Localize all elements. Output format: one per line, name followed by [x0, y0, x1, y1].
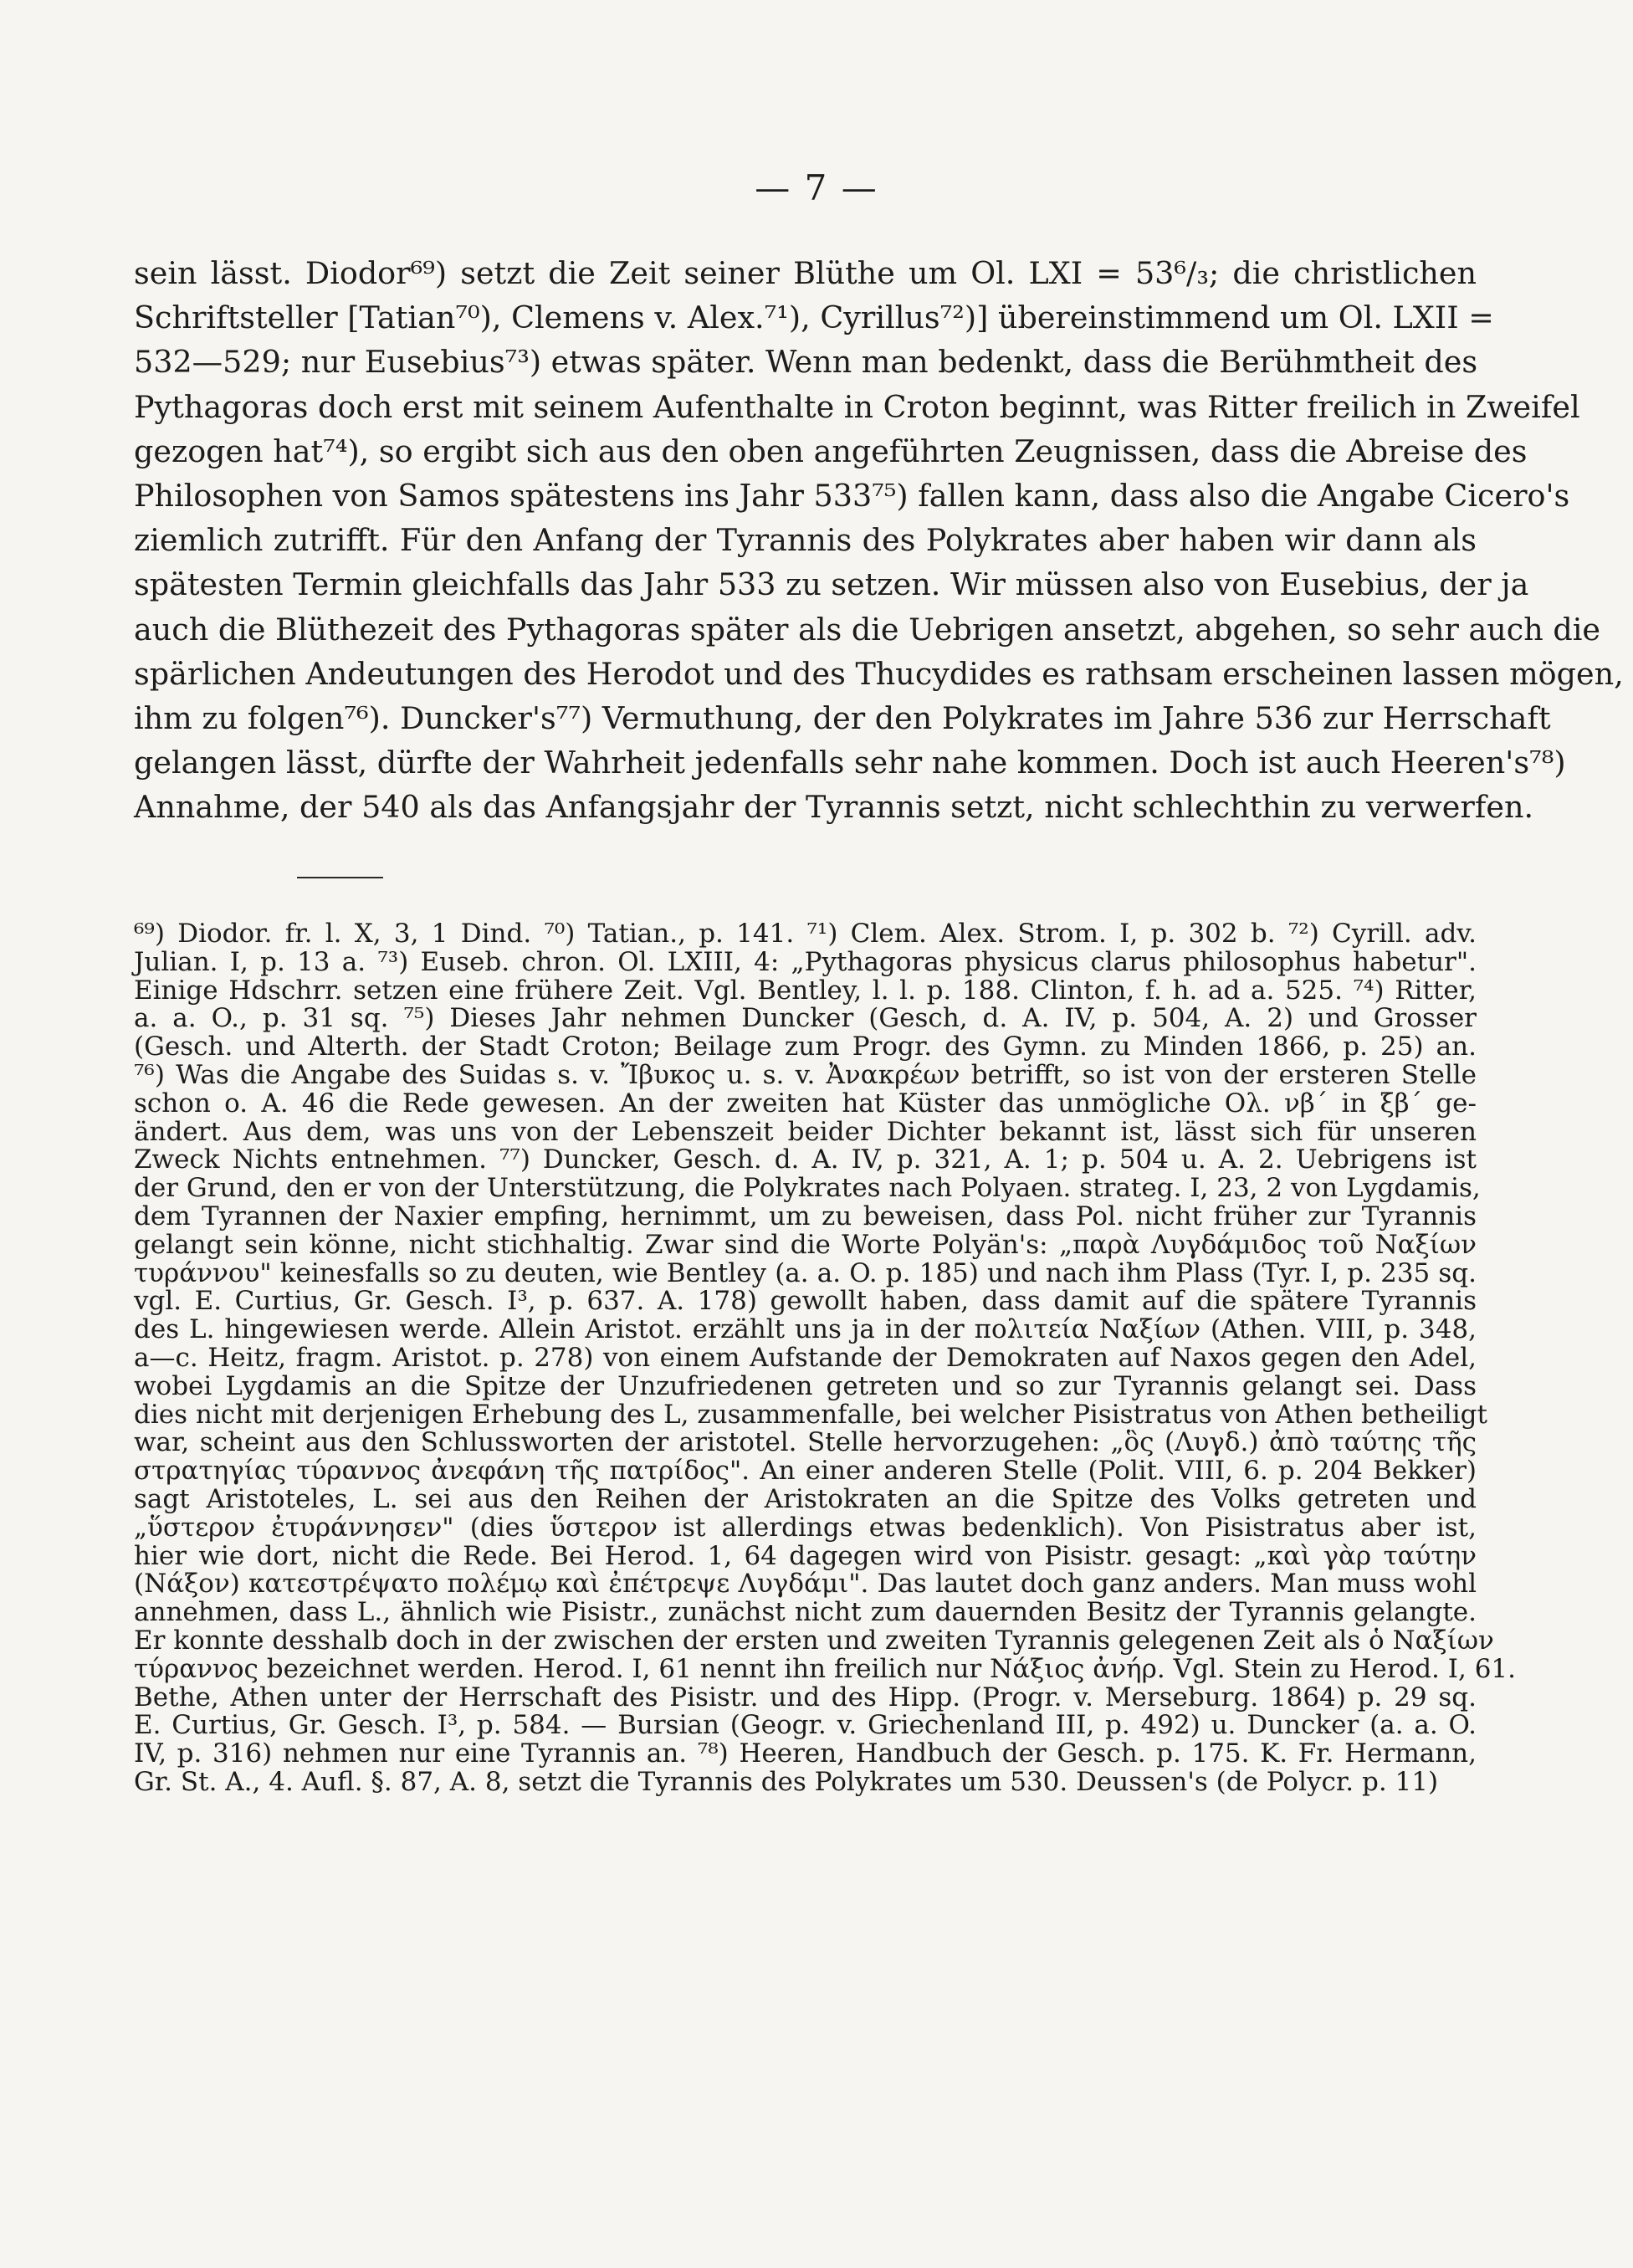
main-text-line: gezogen hat⁷⁴), so ergibt sich aus den oben angeführten Zeugnissen, dass die Abreise des	[134, 433, 1528, 469]
main-text-line: ihm zu folgen⁷⁶). Duncker's⁷⁷) Vermuthung, der den Polykrates im Jahre 536 zur Herrschaft	[134, 699, 1551, 736]
main-text-line: spätesten Termin gleichfalls das Jahr 533 zu setzen. Wir müssen also von Eusebius, der ja	[134, 566, 1529, 603]
footnote-line: dies nicht mit derjenigen Erhebung des L, zusammenfalle, bei welcher Pisistratus von Athen betheiligt	[134, 1399, 1487, 1430]
footnote-line: ändert. Aus dem, was uns von der Lebenszeit beider Dichter bekannt ist, lässt sich für unseren	[134, 1116, 1477, 1147]
footnotes	[134, 919, 1517, 1797]
footnote-line: schon o. A. 46 die Rede gewesen. An der zweiten hat Küster das unmögliche Ολ. νβ΄ in ξβ΄ ge-	[134, 1088, 1477, 1119]
main-text-line: Annahme, der 540 als das Anfangsjahr der Tyrannis setzt, nicht schlechthin zu verwerfen.	[134, 789, 1534, 826]
page-number: — 7 —	[755, 167, 878, 208]
footnote-line: sagt Aristoteles, L. sei aus den Reihen der Aristokraten an die Spitze des Volks getreten und	[134, 1483, 1477, 1514]
footnote-line: Bethe, Athen unter der Herrschaft des Pisistr. und des Hipp. (Progr. v. Merseburg. 1864) p. 29 sq.	[134, 1682, 1477, 1713]
footnote-line: E. Curtius, Gr. Gesch. I³, p. 584. — Bursian (Geogr. v. Griechenland III, p. 492) u. Duncker (a. a. O.	[134, 1710, 1477, 1741]
footnote-line: wobei Lygdamis an die Spitze der Unzufriedenen getreten und so zur Tyrannis gelangt sei. Dass	[134, 1370, 1477, 1401]
footnote-line: annehmen, dass L., ähnlich wie Pisistr., zunächst nicht zum dauernden Besitz der Tyrannis gelangte.	[134, 1597, 1477, 1628]
footnote-line: vgl. E. Curtius, Gr. Gesch. I³, p. 637. A. 178) gewollt haben, dass damit auf die spätere Tyrannis	[134, 1286, 1477, 1317]
footnote-line: hier wie dort, nicht die Rede. Bei Herod. 1, 64 dagegen wird von Pisistr. gesagt: „καὶ γὰρ ταύτην	[134, 1540, 1477, 1571]
footnote-line: IV, p. 316) nehmen nur eine Tyrannis an. ⁷⁸) Heeren, Handbuch der Gesch. p. 175. K. Fr. Hermann,	[134, 1738, 1477, 1769]
footnote-line: Er konnte desshalb doch in der zwischen der ersten und zweiten Tyrannis gelegenen Zeit als ὁ Ναξίων	[134, 1625, 1494, 1656]
footnote-line: Julian. I, p. 13 a. ⁷³) Euseb. chron. Ol. LXIII, 4: „Pythagoras physicus clarus philosophus habetur".	[134, 946, 1477, 977]
footnote-line: Zweck Nichts entnehmen. ⁷⁷) Duncker, Gesch. d. A. IV, p. 321, A. 1; p. 504 u. A. 2. Uebrigens ist	[134, 1144, 1477, 1175]
footnote-line: der Grund, den er von der Unterstützung, die Polykrates nach Polyaen. strateg. I, 23, 2 von Lygdamis,	[134, 1173, 1481, 1204]
main-text	[134, 251, 1624, 829]
main-text-line: gelangen lässt, dürfte der Wahrheit jedenfalls sehr nahe kommen. Doch ist auch Heeren's⁷⁸)	[134, 745, 1566, 781]
main-text-line: auch die Blüthezeit des Pythagoras später als die Uebrigen ansetzt, abgehen, so sehr auch die	[134, 611, 1600, 648]
main-text-line: sein lässt. Diodor⁶⁹) setzt die Zeit seiner Blüthe um Ol. LXI = 53⁶/₃; die christlichen	[134, 255, 1477, 291]
footnote-line: ⁶⁹) Diodor. fr. l. X, 3, 1 Dind. ⁷⁰) Tatian., p. 141. ⁷¹) Clem. Alex. Strom. I, p. 302 b. ⁷²) Cyrill. adv.	[134, 919, 1477, 949]
footnote-line: des L. hingewiesen werde. Allein Aristot. erzählt uns ja in der πολιτεία Ναξίων (Athen. VIII, p. 348,	[134, 1314, 1477, 1345]
footnote-line: τυράννου" keinesfalls so zu deuten, wie Bentley (a. a. O. p. 185) und nach ihm Plass (Tyr. I, p. 235 sq.	[134, 1257, 1477, 1288]
main-text-line: 532—529; nur Eusebius⁷³) etwas später. Wenn man bedenkt, dass die Berühmtheit des	[134, 344, 1478, 381]
main-text-line: Philosophen von Samos spätestens ins Jahr 533⁷⁵) fallen kann, dass also die Angabe Cicero's	[134, 477, 1570, 514]
main-text-line: Schriftsteller [Tatian⁷⁰), Clemens v. Alex.⁷¹), Cyrillus⁷²)] übereinstimmend um Ol. LXII =	[134, 299, 1494, 336]
main-text-line: Pythagoras doch erst mit seinem Aufenthalte in Croton beginnt, was Ritter freilich in Zweifel	[134, 388, 1580, 425]
footnote-line: war, scheint aus den Schlussworten der aristotel. Stelle hervorzugehen: „ὃς (Λυγδ.) ἀπὸ ταύτης τῆς	[134, 1427, 1477, 1458]
footnote-line: a—c. Heitz, fragm. Aristot. p. 278) von einem Aufstande der Demokraten auf Naxos gegen den Adel,	[134, 1342, 1477, 1373]
main-text-line: ziemlich zutrifft. Für den Anfang der Tyrannis des Polykrates aber haben wir dann als	[134, 522, 1477, 559]
footnote-line: a. a. O., p. 31 sq. ⁷⁵) Dieses Jahr nehmen Duncker (Gesch, d. A. IV, p. 504, A. 2) und Grosser	[134, 1003, 1477, 1034]
footnote-line: (Gesch. und Alterth. der Stadt Croton; Beilage zum Progr. des Gymn. zu Minden 1866, p. 25) an.	[134, 1032, 1477, 1062]
main-text-line: spärlichen Andeutungen des Herodot und des Thucydides es rathsam erscheinen lassen mögen,	[134, 655, 1624, 692]
footnote-line: ⁷⁶) Was die Angabe des Suidas s. v. Ἴβυκος u. s. v. Ἀνακρέων betrifft, so ist von der ersteren Stelle	[134, 1059, 1477, 1090]
footnote-line: gelangt sein könne, nicht stichhaltig. Zwar sind die Worte Polyän's: „παρὰ Λυγδάμιδος τοῦ Ναξίων	[134, 1229, 1477, 1260]
footnote-divider	[297, 877, 383, 878]
footnote-line: (Νάξον) κατεστρέψατο πολέμῳ καὶ ἐπέτρεψε Λυγδάμι". Das lautet doch ganz anders. Man muss wohl	[134, 1569, 1477, 1600]
footnote-line: στρατηγίας τύραννος ἀνεφάνη τῆς πατρίδος". An einer anderen Stelle (Polit. VIII, 6. p. 204 Bekker)	[134, 1456, 1477, 1487]
footnote-line: „ὕστερον ἐτυράννησεν" (dies ὕστερον ist allerdings etwas bedenklich). Von Pisistratus aber ist,	[134, 1512, 1477, 1543]
footnote-line: Gr. St. A., 4. Aufl. §. 87, A. 8, setzt die Tyrannis des Polykrates um 530. Deussen's (de Polycr. p. 11)	[134, 1766, 1439, 1797]
footnote-line: Einige Hdschrr. setzen eine frühere Zeit. Vgl. Bentley, l. l. p. 188. Clinton, f. h. ad a. 525. ⁷⁴) Ritter,	[134, 975, 1477, 1006]
footnote-line: dem Tyrannen der Naxier empfing, hernimmt, um zu beweisen, dass Pol. nicht früher zur Tyrannis	[134, 1201, 1477, 1231]
footnote-line: τύραννος bezeichnet werden. Herod. I, 61 nennt ihn freilich nur Νάξιος ἀνήρ. Vgl. Stein zu Herod. I, 61.	[134, 1653, 1517, 1684]
